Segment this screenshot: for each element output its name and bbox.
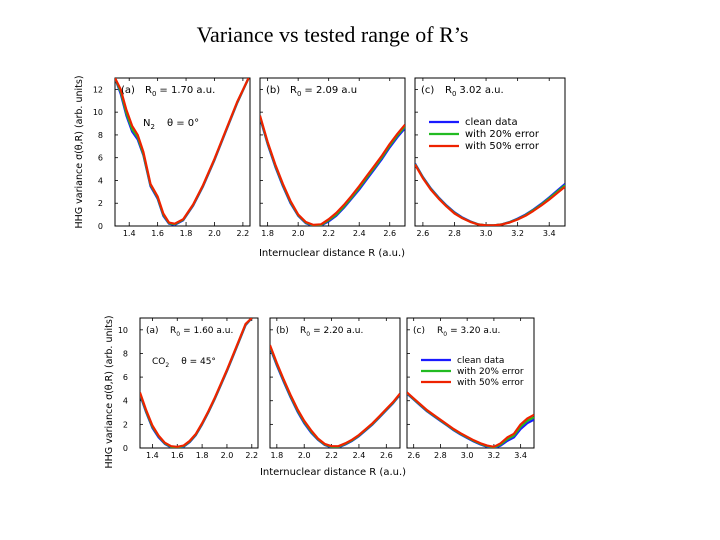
r0-annotation xyxy=(290,85,357,98)
legend-label: with 50% error xyxy=(457,378,524,388)
x-tick-label: 2.4 xyxy=(352,451,366,460)
y-tick-label: 10 xyxy=(92,108,103,118)
x-tick-label: 1.6 xyxy=(151,229,164,238)
molecule-name: N xyxy=(143,118,151,129)
panel-frame xyxy=(270,318,400,448)
series-line-err50 xyxy=(115,78,249,224)
series-line-clean xyxy=(115,78,249,225)
legend-label: with 20% error xyxy=(465,129,540,140)
series-group xyxy=(270,345,400,447)
panel-label: (a) xyxy=(121,85,135,96)
x-tick-label: 3.2 xyxy=(487,451,501,460)
x-tick-label: 2.2 xyxy=(322,229,336,238)
r0-value: = 1.60 a.u. xyxy=(183,326,234,336)
x-tick-label: 3.0 xyxy=(479,229,493,238)
r0-symbol: R xyxy=(437,326,444,336)
series-line-err50 xyxy=(260,116,405,225)
x-tick-label: 3.4 xyxy=(542,229,556,238)
panel-frame xyxy=(115,78,250,226)
r0-subscript: 0 xyxy=(151,90,157,98)
x-tick-label: 2.6 xyxy=(379,451,393,460)
y-tick-label: 6 xyxy=(122,373,128,383)
x-tick-label: 1.6 xyxy=(170,451,184,460)
r0-annotation xyxy=(170,326,233,338)
molecule-name: CO xyxy=(152,357,166,367)
figure2-x-axis-label: Internuclear distance R (a.u.) xyxy=(259,467,407,478)
panel-3 xyxy=(415,78,565,238)
series-line-err50 xyxy=(407,393,534,447)
series-line-clean xyxy=(140,318,252,448)
x-tick-label: 2.2 xyxy=(236,229,250,238)
r0-annotation xyxy=(300,326,363,338)
x-tick-label: 2.2 xyxy=(245,451,259,460)
x-tick-label: 3.0 xyxy=(460,451,474,460)
y-tick-label: 2 xyxy=(122,420,128,430)
series-line-err20 xyxy=(115,78,249,224)
series-line-err20 xyxy=(260,117,405,226)
y-tick-label: 0 xyxy=(97,222,103,231)
figure1-x-axis-label: Internuclear distance R (a.u.) xyxy=(258,248,406,259)
molecule-subscript: 2 xyxy=(150,123,155,131)
series-line-err20 xyxy=(140,318,252,447)
legend-label: clean data xyxy=(465,117,518,128)
series-group xyxy=(415,163,565,225)
r0-symbol: R xyxy=(290,85,297,96)
x-tick-label: 2.8 xyxy=(434,451,447,460)
x-tick-label: 2.0 xyxy=(297,451,311,460)
r0-subscript: 0 xyxy=(443,331,448,338)
series-line-clean xyxy=(270,348,400,448)
x-tick-label: 1.8 xyxy=(270,451,284,460)
panel-2 xyxy=(260,78,405,238)
panel-label: (c) xyxy=(421,85,435,96)
series-group xyxy=(115,78,249,225)
molecule-label xyxy=(152,357,216,369)
panel-5 xyxy=(270,318,400,460)
series-group xyxy=(140,318,252,448)
r0-value: = 2.20 a.u. xyxy=(313,326,364,336)
x-tick-label: 2.2 xyxy=(325,451,338,460)
panel-6 xyxy=(407,318,534,460)
angle-label: θ = 0° xyxy=(166,118,200,129)
series-line-err50 xyxy=(140,318,252,447)
x-tick-label: 2.0 xyxy=(208,229,221,238)
figure2-y-axis-label: HHG variance σ(θ,R) (arb. units) xyxy=(104,315,115,469)
y-tick-label: 2 xyxy=(97,199,103,209)
r0-value: = 3.20 a.u. xyxy=(450,326,501,336)
x-tick-label: 2.6 xyxy=(383,229,397,238)
r0-subscript: 0 xyxy=(296,90,302,98)
series-group xyxy=(407,393,534,449)
figure1-y-axis-label: HHG variance σ(θ,R) (arb. units) xyxy=(74,75,85,229)
y-tick-label: 8 xyxy=(97,130,103,140)
x-tick-label: 2.8 xyxy=(448,229,461,238)
r0-symbol: R xyxy=(445,85,452,96)
panel-label: (b) xyxy=(276,326,289,336)
series-line-clean xyxy=(415,163,565,225)
panel-label: (a) xyxy=(146,326,159,336)
series-group xyxy=(260,116,405,226)
molecule-label xyxy=(143,118,199,131)
r0-value: = 2.09 a.u xyxy=(304,85,358,96)
legend-label: clean data xyxy=(457,356,505,366)
panel-1 xyxy=(93,78,250,238)
slide-title: Variance vs tested range of R’s xyxy=(196,22,469,47)
panels-group xyxy=(93,78,565,460)
r0-symbol: R xyxy=(300,326,307,336)
r0-annotation xyxy=(445,85,504,98)
panel-label: (b) xyxy=(266,85,281,96)
series-line-clean xyxy=(260,118,405,226)
x-tick-label: 2.0 xyxy=(220,451,234,460)
r0-symbol: R xyxy=(145,85,152,96)
r0-symbol: R xyxy=(170,326,177,336)
x-tick-label: 1.8 xyxy=(179,229,193,238)
r0-subscript: 0 xyxy=(451,90,457,98)
legend-label: with 20% error xyxy=(457,367,524,377)
r0-subscript: 0 xyxy=(176,331,181,338)
panel-label: (c) xyxy=(413,326,425,336)
molecule-subscript: 2 xyxy=(165,362,170,369)
y-tick-label: 4 xyxy=(122,396,128,406)
legend-label: with 50% error xyxy=(465,141,540,152)
y-tick-label: 12 xyxy=(92,85,103,95)
x-tick-label: 2.0 xyxy=(291,229,305,238)
y-tick-label: 6 xyxy=(97,153,103,163)
x-tick-label: 1.8 xyxy=(261,229,274,238)
panel-4 xyxy=(118,318,258,460)
x-tick-label: 2.6 xyxy=(407,451,421,460)
x-tick-label: 2.6 xyxy=(416,229,430,238)
y-tick-label: 0 xyxy=(122,444,128,453)
angle-label: θ = 45° xyxy=(181,357,216,367)
y-tick-label: 10 xyxy=(117,325,128,335)
r0-annotation xyxy=(437,326,500,338)
x-tick-label: 3.4 xyxy=(514,451,527,460)
x-tick-label: 2.4 xyxy=(352,229,366,238)
y-tick-label: 4 xyxy=(97,176,103,186)
y-tick-label: 8 xyxy=(122,349,128,359)
x-tick-label: 1.8 xyxy=(195,451,209,460)
r0-value: 3.02 a.u. xyxy=(459,85,504,96)
r0-value: = 1.70 a.u. xyxy=(159,85,216,96)
r0-annotation xyxy=(145,85,215,98)
r0-subscript: 0 xyxy=(306,331,311,338)
x-tick-label: 1.4 xyxy=(146,451,159,460)
x-tick-label: 3.2 xyxy=(511,229,524,238)
x-tick-label: 1.4 xyxy=(122,229,136,238)
